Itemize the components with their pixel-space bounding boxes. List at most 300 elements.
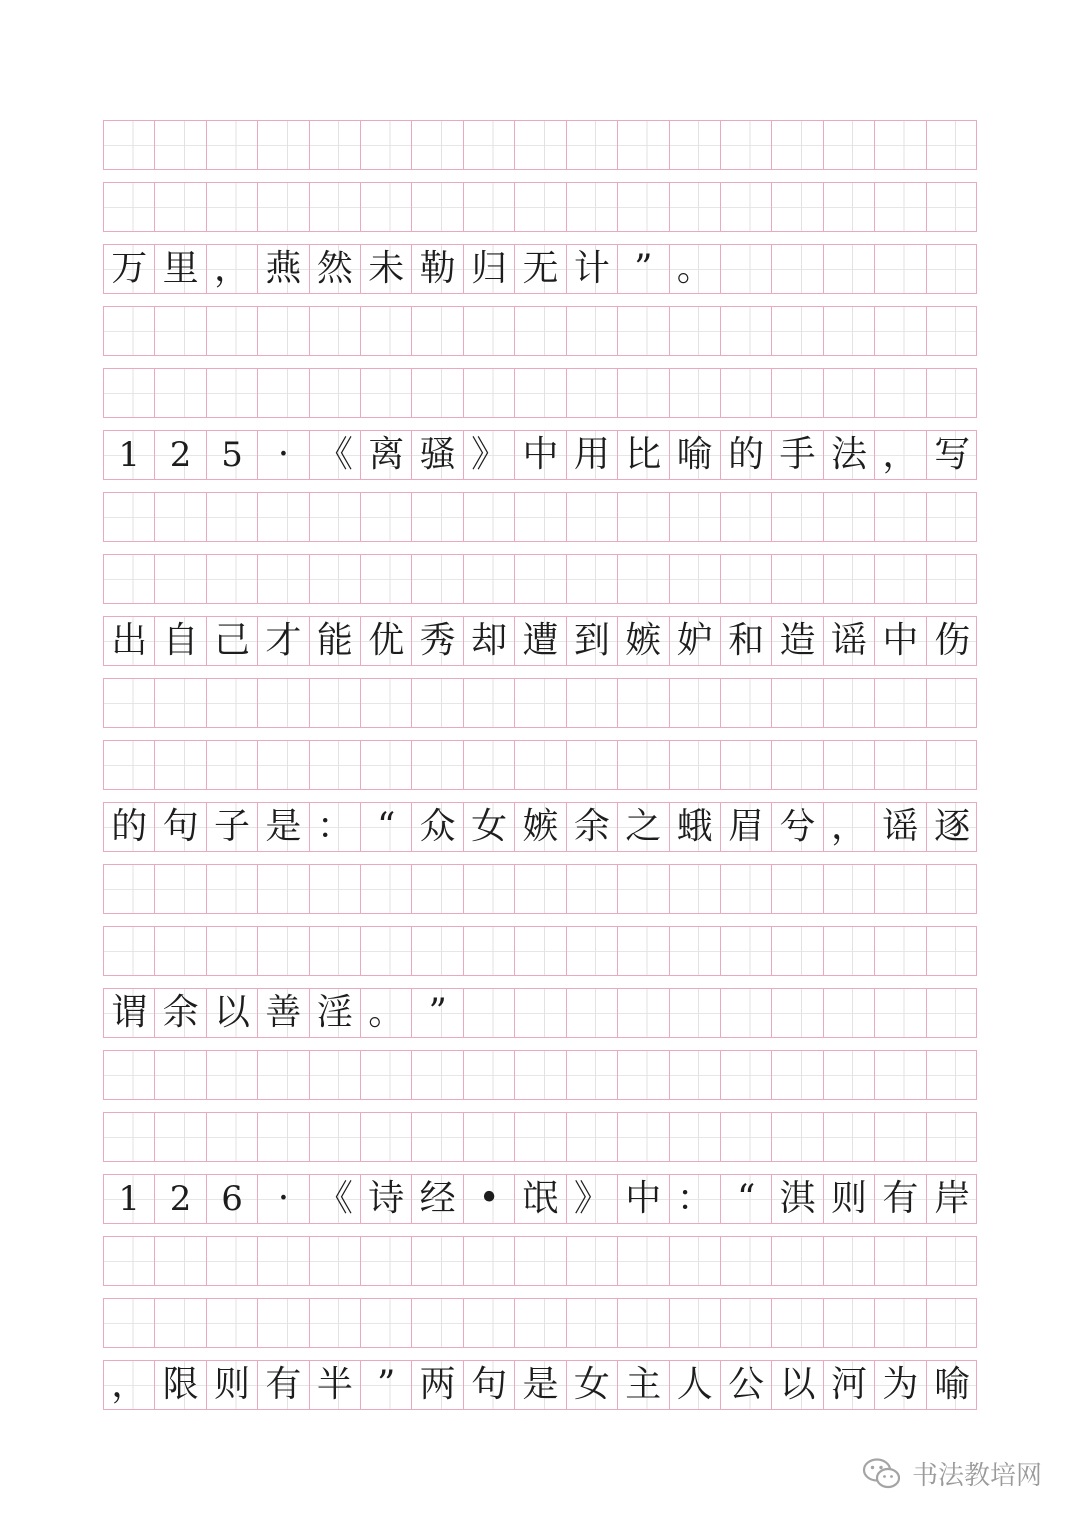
grid-cell bbox=[721, 121, 772, 169]
grid-cell bbox=[824, 1113, 875, 1161]
grid-cell: 离 bbox=[361, 431, 412, 479]
grid-cell bbox=[927, 989, 978, 1037]
grid-cell bbox=[670, 1299, 721, 1347]
grid-cell bbox=[207, 307, 258, 355]
grid-cell bbox=[875, 1051, 926, 1099]
grid-cell bbox=[618, 369, 669, 417]
grid-cell bbox=[721, 1113, 772, 1161]
grid-cell bbox=[875, 493, 926, 541]
grid-cell bbox=[875, 1113, 926, 1161]
grid-cell bbox=[721, 865, 772, 913]
grid-row bbox=[103, 1050, 977, 1100]
grid-cell: 己 bbox=[207, 617, 258, 665]
grid-cell bbox=[927, 369, 978, 417]
grid-cell bbox=[515, 493, 566, 541]
grid-cell bbox=[670, 1237, 721, 1285]
grid-cell: 淇 bbox=[772, 1175, 823, 1223]
grid-cell bbox=[515, 1051, 566, 1099]
grid-cell bbox=[772, 121, 823, 169]
grid-row bbox=[103, 926, 977, 976]
grid-cell: 公 bbox=[721, 1361, 772, 1409]
grid-cell bbox=[875, 741, 926, 789]
grid-cell bbox=[104, 183, 155, 231]
grid-cell bbox=[361, 369, 412, 417]
grid-cell: 有 bbox=[258, 1361, 309, 1409]
grid-cell bbox=[464, 1299, 515, 1347]
grid-cell: 淫 bbox=[310, 989, 361, 1037]
grid-cell bbox=[824, 741, 875, 789]
grid-cell bbox=[670, 1051, 721, 1099]
grid-cell bbox=[310, 679, 361, 727]
grid-cell: 中 bbox=[875, 617, 926, 665]
grid-cell bbox=[464, 369, 515, 417]
grid-cell bbox=[772, 493, 823, 541]
grid-cell bbox=[361, 183, 412, 231]
grid-cell bbox=[927, 183, 978, 231]
grid-cell bbox=[567, 865, 618, 913]
grid-cell bbox=[258, 183, 309, 231]
grid-cell bbox=[258, 493, 309, 541]
grid-cell bbox=[721, 245, 772, 293]
grid-cell: 》 bbox=[464, 431, 515, 479]
grid-cell: 以 bbox=[772, 1361, 823, 1409]
grid-cell bbox=[927, 679, 978, 727]
grid-cell: 氓 bbox=[515, 1175, 566, 1223]
grid-cell: 无 bbox=[515, 245, 566, 293]
grid-cell: 勒 bbox=[412, 245, 463, 293]
grid-cell bbox=[875, 245, 926, 293]
grid-cell: · bbox=[258, 1175, 309, 1223]
grid-row bbox=[103, 988, 977, 1038]
grid-cell: 为 bbox=[875, 1361, 926, 1409]
grid-cell bbox=[824, 493, 875, 541]
grid-cell bbox=[155, 1113, 206, 1161]
grid-cell bbox=[772, 555, 823, 603]
grid-cell bbox=[618, 865, 669, 913]
grid-cell: 子 bbox=[207, 803, 258, 851]
grid-cell bbox=[155, 555, 206, 603]
grid-cell: 河 bbox=[824, 1361, 875, 1409]
grid-cell bbox=[412, 741, 463, 789]
grid-cell bbox=[412, 679, 463, 727]
grid-cell bbox=[207, 865, 258, 913]
grid-cell bbox=[104, 927, 155, 975]
grid-cell bbox=[515, 679, 566, 727]
grid-cell bbox=[258, 679, 309, 727]
grid-cell: 《 bbox=[310, 431, 361, 479]
grid-cell bbox=[464, 555, 515, 603]
grid-cell bbox=[258, 1113, 309, 1161]
grid-cell: 用 bbox=[567, 431, 618, 479]
grid-cell bbox=[515, 1237, 566, 1285]
grid-cell bbox=[412, 555, 463, 603]
grid-cell bbox=[824, 183, 875, 231]
grid-cell bbox=[104, 1237, 155, 1285]
grid-cell bbox=[567, 1237, 618, 1285]
grid-cell bbox=[361, 121, 412, 169]
grid-cell bbox=[721, 679, 772, 727]
grid-cell bbox=[927, 1237, 978, 1285]
grid-cell: 能 bbox=[310, 617, 361, 665]
grid-cell bbox=[515, 865, 566, 913]
grid-cell bbox=[670, 493, 721, 541]
grid-cell bbox=[670, 989, 721, 1037]
grid-cell bbox=[207, 1237, 258, 1285]
grid-cell: 然 bbox=[310, 245, 361, 293]
grid-cell: 的 bbox=[721, 431, 772, 479]
grid-cell bbox=[361, 679, 412, 727]
grid-row bbox=[103, 616, 977, 666]
grid-cell bbox=[464, 927, 515, 975]
grid-cell bbox=[772, 679, 823, 727]
grid-cell bbox=[670, 307, 721, 355]
grid-cell bbox=[104, 555, 155, 603]
grid-row bbox=[103, 182, 977, 232]
grid-cell bbox=[875, 865, 926, 913]
grid-cell bbox=[772, 183, 823, 231]
grid-cell bbox=[258, 927, 309, 975]
grid-cell: 女 bbox=[567, 1361, 618, 1409]
grid-cell bbox=[670, 927, 721, 975]
grid-cell bbox=[875, 183, 926, 231]
grid-cell: 喻 bbox=[670, 431, 721, 479]
grid-cell bbox=[875, 307, 926, 355]
grid-cell bbox=[670, 741, 721, 789]
grid-cell bbox=[464, 865, 515, 913]
grid-cell bbox=[155, 1237, 206, 1285]
grid-cell bbox=[567, 989, 618, 1037]
grid-cell bbox=[258, 1051, 309, 1099]
grid-cell bbox=[361, 493, 412, 541]
grid-cell bbox=[772, 927, 823, 975]
grid-cell bbox=[412, 369, 463, 417]
grid-cell: 伤 bbox=[934, 620, 971, 661]
grid-cell bbox=[824, 1237, 875, 1285]
watermark-text: 书法教培网 bbox=[911, 1461, 1042, 1491]
grid-cell bbox=[772, 1051, 823, 1099]
grid-cell bbox=[618, 493, 669, 541]
wechat-icon bbox=[862, 1457, 902, 1491]
grid-cell bbox=[824, 555, 875, 603]
grid-cell bbox=[155, 183, 206, 231]
grid-cell: 优 bbox=[361, 617, 412, 665]
grid-cell: 秀 bbox=[412, 617, 463, 665]
grid-cell bbox=[207, 741, 258, 789]
grid-cell bbox=[464, 121, 515, 169]
grid-cell: · bbox=[258, 431, 309, 479]
grid-cell bbox=[361, 1113, 412, 1161]
grid-cell bbox=[567, 679, 618, 727]
grid-cell: ， bbox=[875, 431, 926, 479]
grid-cell bbox=[310, 555, 361, 603]
grid-cell bbox=[670, 865, 721, 913]
grid-cell bbox=[207, 183, 258, 231]
grid-cell: ： bbox=[670, 1175, 721, 1223]
grid-cell bbox=[927, 307, 978, 355]
grid-cell: 余 bbox=[567, 803, 618, 851]
grid-cell bbox=[310, 1299, 361, 1347]
grid-cell: 法 bbox=[824, 431, 875, 479]
grid-row bbox=[103, 1236, 977, 1286]
grid-cell bbox=[155, 741, 206, 789]
grid-cell bbox=[207, 1051, 258, 1099]
grid-row bbox=[103, 244, 977, 294]
grid-row bbox=[103, 1174, 977, 1224]
grid-cell: 的 bbox=[104, 803, 155, 851]
grid-cell bbox=[721, 369, 772, 417]
grid-cell bbox=[464, 1113, 515, 1161]
grid-cell: 才 bbox=[258, 617, 309, 665]
grid-cell bbox=[258, 307, 309, 355]
grid-cell: ， bbox=[104, 1361, 155, 1409]
grid-row bbox=[103, 678, 977, 728]
grid-cell bbox=[207, 121, 258, 169]
grid-cell: • bbox=[464, 1175, 515, 1223]
grid-cell bbox=[875, 1237, 926, 1285]
grid-cell bbox=[464, 307, 515, 355]
grid-cell bbox=[361, 865, 412, 913]
grid-row bbox=[103, 1112, 977, 1162]
grid-cell bbox=[618, 555, 669, 603]
grid-row bbox=[103, 864, 977, 914]
grid-cell: 2 bbox=[155, 431, 206, 479]
grid-cell bbox=[258, 369, 309, 417]
grid-cell bbox=[721, 183, 772, 231]
grid-cell bbox=[618, 307, 669, 355]
grid-cell: ” bbox=[361, 1361, 412, 1409]
grid-cell bbox=[824, 307, 875, 355]
grid-cell bbox=[927, 927, 978, 975]
grid-cell bbox=[310, 1237, 361, 1285]
grid-cell bbox=[927, 1113, 978, 1161]
grid-cell bbox=[155, 121, 206, 169]
grid-cell bbox=[721, 1051, 772, 1099]
grid-cell bbox=[772, 369, 823, 417]
grid-cell bbox=[772, 865, 823, 913]
grid-cell bbox=[927, 245, 978, 293]
grid-cell bbox=[310, 121, 361, 169]
grid-cell bbox=[927, 1299, 978, 1347]
grid-cell bbox=[618, 1237, 669, 1285]
grid-cell bbox=[824, 1051, 875, 1099]
grid-cell bbox=[515, 1113, 566, 1161]
grid-cell: 5 bbox=[207, 431, 258, 479]
grid-cell: 计 bbox=[567, 245, 618, 293]
grid-cell: 却 bbox=[464, 617, 515, 665]
grid-row bbox=[103, 1298, 977, 1348]
grid-cell bbox=[412, 1051, 463, 1099]
grid-cell bbox=[721, 493, 772, 541]
grid-cell bbox=[824, 989, 875, 1037]
grid-cell bbox=[412, 493, 463, 541]
grid-cell bbox=[670, 183, 721, 231]
grid-cell: ， bbox=[207, 245, 258, 293]
grid-cell bbox=[824, 245, 875, 293]
grid-cell: 到 bbox=[567, 617, 618, 665]
grid-cell bbox=[772, 989, 823, 1037]
grid-cell bbox=[927, 493, 978, 541]
grid-cell: 两 bbox=[412, 1361, 463, 1409]
grid-cell bbox=[464, 1237, 515, 1285]
grid-cell bbox=[567, 369, 618, 417]
grid-cell bbox=[567, 927, 618, 975]
grid-cell bbox=[412, 1299, 463, 1347]
grid-cell: 自 bbox=[155, 617, 206, 665]
grid-cell bbox=[104, 741, 155, 789]
grid-cell bbox=[310, 183, 361, 231]
grid-cell: 喻 bbox=[934, 1364, 971, 1405]
grid-row bbox=[103, 368, 977, 418]
grid-cell bbox=[618, 1299, 669, 1347]
grid-row bbox=[103, 306, 977, 356]
grid-cell bbox=[567, 307, 618, 355]
grid-cell: 谣 bbox=[824, 617, 875, 665]
grid-cell: 手 bbox=[772, 431, 823, 479]
grid-cell bbox=[772, 1237, 823, 1285]
grid-cell bbox=[207, 369, 258, 417]
grid-cell bbox=[207, 555, 258, 603]
grid-cell bbox=[772, 1299, 823, 1347]
grid-cell: 中 bbox=[618, 1175, 669, 1223]
grid-cell bbox=[515, 121, 566, 169]
grid-cell bbox=[258, 1237, 309, 1285]
grid-cell bbox=[464, 183, 515, 231]
grid-cell bbox=[567, 493, 618, 541]
grid-cell bbox=[310, 741, 361, 789]
grid-cell bbox=[824, 679, 875, 727]
grid-cell bbox=[618, 679, 669, 727]
grid-cell bbox=[567, 741, 618, 789]
grid-cell: 未 bbox=[361, 245, 412, 293]
grid-cell bbox=[721, 741, 772, 789]
grid-cell: 眉 bbox=[721, 803, 772, 851]
grid-cell bbox=[927, 741, 978, 789]
grid-cell bbox=[670, 555, 721, 603]
grid-cell bbox=[875, 555, 926, 603]
grid-cell bbox=[670, 1113, 721, 1161]
grid-cell: 里 bbox=[155, 245, 206, 293]
grid-cell bbox=[310, 493, 361, 541]
grid-cell: 半 bbox=[310, 1361, 361, 1409]
grid-cell bbox=[721, 555, 772, 603]
grid-cell: “ bbox=[721, 1175, 772, 1223]
grid-cell bbox=[361, 1237, 412, 1285]
grid-cell bbox=[155, 1051, 206, 1099]
grid-cell bbox=[464, 493, 515, 541]
grid-cell bbox=[412, 1113, 463, 1161]
grid-cell: 骚 bbox=[412, 431, 463, 479]
grid-cell: 之 bbox=[618, 803, 669, 851]
grid-cell bbox=[464, 679, 515, 727]
grid-cell: 》 bbox=[567, 1175, 618, 1223]
grid-cell bbox=[155, 493, 206, 541]
grid-cell bbox=[310, 307, 361, 355]
grid-cell bbox=[310, 369, 361, 417]
grid-cell bbox=[412, 1237, 463, 1285]
grid-cell bbox=[104, 1113, 155, 1161]
grid-cell bbox=[310, 865, 361, 913]
grid-cell: 万 bbox=[104, 245, 155, 293]
grid-cell bbox=[361, 927, 412, 975]
grid-cell: 兮 bbox=[772, 803, 823, 851]
grid-cell: 蛾 bbox=[670, 803, 721, 851]
grid-cell bbox=[155, 1299, 206, 1347]
grid-cell bbox=[104, 493, 155, 541]
grid-cell bbox=[670, 679, 721, 727]
grid-cell bbox=[515, 927, 566, 975]
grid-cell bbox=[258, 741, 309, 789]
grid-cell bbox=[721, 307, 772, 355]
grid-cell: 燕 bbox=[258, 245, 309, 293]
grid-cell bbox=[412, 183, 463, 231]
grid-cell: 则 bbox=[207, 1361, 258, 1409]
grid-cell bbox=[721, 989, 772, 1037]
grid-cell bbox=[824, 865, 875, 913]
grid-cell: 众 bbox=[412, 803, 463, 851]
grid-cell: 嫉 bbox=[515, 803, 566, 851]
grid-cell: 以 bbox=[207, 989, 258, 1037]
grid-cell bbox=[618, 183, 669, 231]
grid-cell: 出 bbox=[104, 617, 155, 665]
grid-cell bbox=[207, 927, 258, 975]
grid-cell bbox=[207, 1113, 258, 1161]
grid-cell: ， bbox=[824, 803, 875, 851]
grid-cell: 人 bbox=[670, 1361, 721, 1409]
grid-cell: 岸 bbox=[934, 1178, 971, 1219]
grid-cell: ” bbox=[412, 989, 463, 1037]
grid-cell: 嫉 bbox=[618, 617, 669, 665]
grid-row bbox=[103, 1360, 977, 1410]
grid-cell bbox=[824, 369, 875, 417]
grid-cell bbox=[515, 989, 566, 1037]
grid-cell bbox=[824, 121, 875, 169]
grid-cell bbox=[875, 989, 926, 1037]
grid-cell: 1 bbox=[104, 431, 155, 479]
grid-cell bbox=[515, 1299, 566, 1347]
grid-cell bbox=[207, 493, 258, 541]
watermark bbox=[862, 1455, 1042, 1492]
grid-cell bbox=[155, 927, 206, 975]
grid-cell bbox=[310, 1113, 361, 1161]
grid-cell bbox=[361, 741, 412, 789]
grid-cell bbox=[258, 555, 309, 603]
grid-cell: 妒 bbox=[670, 617, 721, 665]
grid-cell: 2 bbox=[155, 1175, 206, 1223]
grid-cell bbox=[207, 679, 258, 727]
grid-cell bbox=[721, 927, 772, 975]
grid-cell bbox=[464, 741, 515, 789]
grid-cell bbox=[104, 1051, 155, 1099]
grid-cell bbox=[412, 927, 463, 975]
grid-cell bbox=[670, 121, 721, 169]
grid-cell bbox=[310, 927, 361, 975]
grid-cell: ” bbox=[618, 245, 669, 293]
grid-cell bbox=[567, 183, 618, 231]
grid-cell: “ bbox=[361, 803, 412, 851]
grid-cell: 句 bbox=[464, 1361, 515, 1409]
grid-cell bbox=[927, 865, 978, 913]
grid-cell: 归 bbox=[464, 245, 515, 293]
grid-cell bbox=[618, 927, 669, 975]
grid-cell bbox=[618, 121, 669, 169]
grid-cell bbox=[361, 307, 412, 355]
grid-cell: 比 bbox=[618, 431, 669, 479]
grid-cell bbox=[515, 307, 566, 355]
grid-cell bbox=[567, 1113, 618, 1161]
grid-cell bbox=[515, 183, 566, 231]
grid-cell bbox=[104, 865, 155, 913]
grid-cell: 主 bbox=[618, 1361, 669, 1409]
